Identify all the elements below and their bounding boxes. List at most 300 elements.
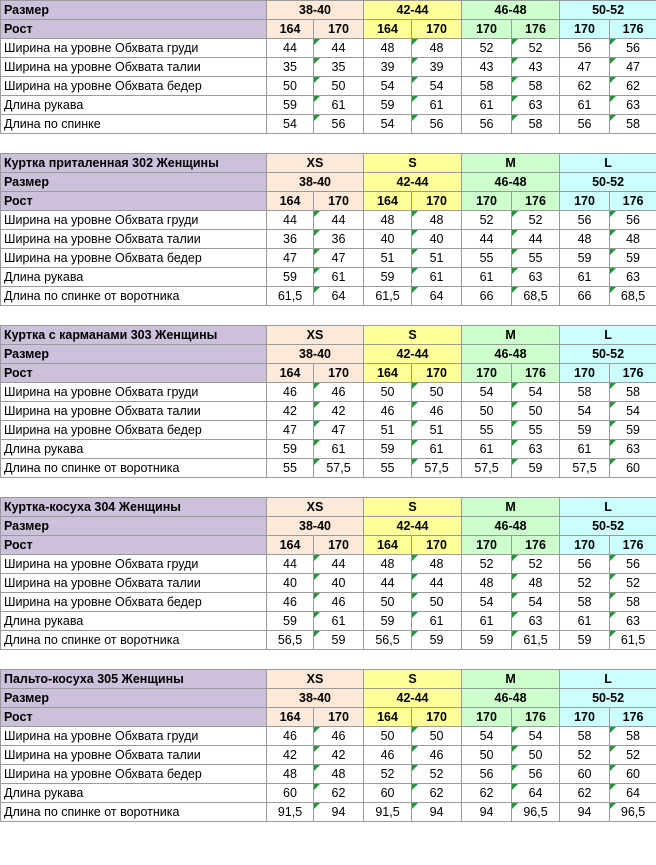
measurement-value[interactable]: 56 [462, 115, 512, 134]
measurement-value[interactable]: 56 [560, 115, 610, 134]
size-range-cell[interactable]: 46-48 [462, 1, 560, 20]
measurement-label[interactable]: Ширина на уровне Обхвата талии [1, 574, 267, 593]
measurement-label[interactable]: Длина по спинке от воротника [1, 631, 267, 650]
empty-cell[interactable] [512, 134, 560, 154]
size-range-cell[interactable]: 38-40 [267, 517, 364, 536]
section-title[interactable]: Куртка с карманами 303 Женщины [1, 326, 267, 345]
measurement-value[interactable]: 56,5 [267, 631, 314, 650]
height-cell[interactable]: 170 [314, 536, 364, 555]
height-cell[interactable]: 164 [267, 20, 314, 39]
measurement-label[interactable]: Ширина на уровне Обхвата бедер [1, 77, 267, 96]
height-cell[interactable]: 170 [462, 20, 512, 39]
measurement-value[interactable]: 47 [560, 58, 610, 77]
size-letter-s[interactable]: S [364, 326, 462, 345]
section-title[interactable]: Куртка приталенная 302 Женщины [1, 154, 267, 173]
measurement-value[interactable]: 48 [512, 574, 560, 593]
measurement-value[interactable]: 42 [314, 746, 364, 765]
measurement-value[interactable]: 48 [267, 765, 314, 784]
empty-cell[interactable] [364, 306, 412, 326]
measurement-value[interactable]: 48 [314, 765, 364, 784]
measurement-value[interactable]: 39 [412, 58, 462, 77]
measurement-value[interactable]: 61 [560, 96, 610, 115]
empty-cell[interactable] [610, 306, 656, 326]
measurement-value[interactable]: 48 [364, 39, 412, 58]
measurement-value[interactable]: 55 [462, 421, 512, 440]
height-cell[interactable]: 170 [412, 708, 462, 727]
height-cell[interactable]: 164 [267, 708, 314, 727]
measurement-value[interactable]: 54 [364, 77, 412, 96]
height-cell[interactable]: 176 [512, 536, 560, 555]
empty-cell[interactable] [1, 650, 267, 670]
measurement-value[interactable]: 94 [560, 803, 610, 822]
empty-cell[interactable] [560, 134, 610, 154]
empty-cell[interactable] [512, 306, 560, 326]
measurement-value[interactable]: 59 [267, 440, 314, 459]
measurement-value[interactable]: 56 [560, 211, 610, 230]
measurement-value[interactable]: 94 [412, 803, 462, 822]
measurement-value[interactable]: 58 [512, 77, 560, 96]
size-letter-s[interactable]: S [364, 154, 462, 173]
measurement-value[interactable]: 60 [364, 784, 412, 803]
size-letter-xs[interactable]: XS [267, 670, 364, 689]
measurement-value[interactable]: 91,5 [364, 803, 412, 822]
measurement-value[interactable]: 61 [314, 440, 364, 459]
measurement-value[interactable]: 60 [560, 765, 610, 784]
empty-cell[interactable] [314, 134, 364, 154]
size-letter-m[interactable]: M [462, 154, 560, 173]
measurement-value[interactable]: 61 [412, 612, 462, 631]
height-cell[interactable]: 170 [462, 364, 512, 383]
empty-cell[interactable] [560, 478, 610, 498]
measurement-value[interactable]: 59 [267, 268, 314, 287]
empty-cell[interactable] [364, 650, 412, 670]
measurement-value[interactable]: 59 [512, 459, 560, 478]
size-range-cell[interactable]: 38-40 [267, 1, 364, 20]
size-range-cell[interactable]: 50-52 [560, 345, 656, 364]
measurement-value[interactable]: 50 [364, 383, 412, 402]
size-letter-xs[interactable]: XS [267, 498, 364, 517]
size-range-cell[interactable]: 42-44 [364, 517, 462, 536]
measurement-value[interactable]: 91,5 [267, 803, 314, 822]
measurement-value[interactable]: 50 [512, 402, 560, 421]
measurement-value[interactable]: 96,5 [610, 803, 656, 822]
measurement-value[interactable]: 56 [512, 765, 560, 784]
measurement-label[interactable]: Длина рукава [1, 612, 267, 631]
measurement-value[interactable]: 51 [364, 421, 412, 440]
measurement-value[interactable]: 56 [560, 555, 610, 574]
measurement-value[interactable]: 61 [314, 96, 364, 115]
measurement-value[interactable]: 46 [267, 593, 314, 612]
measurement-value[interactable]: 42 [267, 746, 314, 765]
measurement-label[interactable]: Ширина на уровне Обхвата бедер [1, 249, 267, 268]
measurement-value[interactable]: 54 [610, 402, 656, 421]
height-cell[interactable]: 164 [267, 192, 314, 211]
measurement-value[interactable]: 62 [560, 77, 610, 96]
size-label[interactable]: Размер [1, 345, 267, 364]
measurement-value[interactable]: 52 [560, 574, 610, 593]
measurement-value[interactable]: 54 [267, 115, 314, 134]
measurement-label[interactable]: Ширина на уровне Обхвата груди [1, 555, 267, 574]
height-label[interactable]: Рост [1, 364, 267, 383]
empty-cell[interactable] [412, 306, 462, 326]
height-cell[interactable]: 170 [462, 708, 512, 727]
size-range-cell[interactable]: 50-52 [560, 173, 656, 192]
height-cell[interactable]: 170 [412, 364, 462, 383]
measurement-value[interactable]: 63 [512, 440, 560, 459]
measurement-value[interactable]: 52 [610, 746, 656, 765]
size-range-cell[interactable]: 46-48 [462, 173, 560, 192]
measurement-value[interactable]: 47 [314, 421, 364, 440]
measurement-value[interactable]: 52 [462, 555, 512, 574]
size-range-cell[interactable]: 50-52 [560, 517, 656, 536]
measurement-label[interactable]: Длина рукава [1, 784, 267, 803]
height-cell[interactable]: 170 [560, 708, 610, 727]
measurement-value[interactable]: 96,5 [512, 803, 560, 822]
measurement-value[interactable]: 54 [462, 383, 512, 402]
measurement-value[interactable]: 59 [364, 612, 412, 631]
size-letter-m[interactable]: M [462, 326, 560, 345]
measurement-value[interactable]: 44 [412, 574, 462, 593]
measurement-value[interactable]: 44 [462, 230, 512, 249]
measurement-value[interactable]: 60 [610, 459, 656, 478]
measurement-value[interactable]: 61,5 [610, 631, 656, 650]
height-cell[interactable]: 164 [364, 364, 412, 383]
height-cell[interactable]: 170 [560, 364, 610, 383]
section-title[interactable]: Пальто-косуха 305 Женщины [1, 670, 267, 689]
measurement-value[interactable]: 57,5 [314, 459, 364, 478]
measurement-value[interactable]: 63 [512, 612, 560, 631]
measurement-value[interactable]: 62 [412, 784, 462, 803]
measurement-value[interactable]: 54 [364, 115, 412, 134]
empty-cell[interactable] [462, 478, 512, 498]
measurement-value[interactable]: 56 [462, 765, 512, 784]
measurement-value[interactable]: 50 [267, 77, 314, 96]
measurement-value[interactable]: 57,5 [462, 459, 512, 478]
measurement-value[interactable]: 48 [412, 555, 462, 574]
measurement-value[interactable]: 52 [462, 39, 512, 58]
measurement-value[interactable]: 50 [364, 593, 412, 612]
measurement-value[interactable]: 62 [610, 77, 656, 96]
size-range-cell[interactable]: 38-40 [267, 689, 364, 708]
measurement-value[interactable]: 52 [412, 765, 462, 784]
height-cell[interactable]: 164 [267, 536, 314, 555]
measurement-value[interactable]: 55 [267, 459, 314, 478]
empty-cell[interactable] [314, 306, 364, 326]
height-cell[interactable]: 176 [512, 708, 560, 727]
measurement-value[interactable]: 52 [364, 765, 412, 784]
measurement-value[interactable]: 47 [314, 249, 364, 268]
size-letter-l[interactable]: L [560, 326, 656, 345]
measurement-label[interactable]: Ширина на уровне Обхвата груди [1, 39, 267, 58]
measurement-value[interactable]: 40 [364, 230, 412, 249]
height-cell[interactable]: 170 [314, 364, 364, 383]
empty-cell[interactable] [364, 478, 412, 498]
measurement-label[interactable]: Длина по спинке [1, 115, 267, 134]
measurement-value[interactable]: 59 [610, 421, 656, 440]
empty-cell[interactable] [512, 650, 560, 670]
measurement-value[interactable]: 54 [512, 383, 560, 402]
measurement-value[interactable]: 60 [610, 765, 656, 784]
measurement-value[interactable]: 58 [462, 77, 512, 96]
measurement-value[interactable]: 54 [512, 727, 560, 746]
measurement-value[interactable]: 58 [560, 593, 610, 612]
size-label[interactable]: Размер [1, 173, 267, 192]
height-cell[interactable]: 170 [314, 708, 364, 727]
empty-cell[interactable] [1, 306, 267, 326]
size-letter-l[interactable]: L [560, 154, 656, 173]
measurement-value[interactable]: 57,5 [412, 459, 462, 478]
measurement-value[interactable]: 51 [412, 421, 462, 440]
measurement-value[interactable]: 56,5 [364, 631, 412, 650]
measurement-value[interactable]: 52 [462, 211, 512, 230]
measurement-value[interactable]: 50 [314, 77, 364, 96]
empty-cell[interactable] [267, 650, 314, 670]
height-label[interactable]: Рост [1, 20, 267, 39]
measurement-value[interactable]: 36 [314, 230, 364, 249]
measurement-value[interactable]: 55 [512, 421, 560, 440]
measurement-label[interactable]: Ширина на уровне Обхвата бедер [1, 765, 267, 784]
measurement-label[interactable]: Длина рукава [1, 96, 267, 115]
measurement-value[interactable]: 44 [512, 230, 560, 249]
measurement-value[interactable]: 46 [267, 727, 314, 746]
measurement-value[interactable]: 61,5 [512, 631, 560, 650]
measurement-value[interactable]: 61 [462, 96, 512, 115]
measurement-value[interactable]: 44 [314, 211, 364, 230]
measurement-value[interactable]: 46 [314, 383, 364, 402]
measurement-value[interactable]: 55 [364, 459, 412, 478]
measurement-label[interactable]: Ширина на уровне Обхвата талии [1, 746, 267, 765]
empty-cell[interactable] [610, 478, 656, 498]
measurement-value[interactable]: 40 [412, 230, 462, 249]
height-cell[interactable]: 170 [462, 536, 512, 555]
measurement-value[interactable]: 61 [314, 612, 364, 631]
empty-cell[interactable] [462, 306, 512, 326]
measurement-value[interactable]: 54 [412, 77, 462, 96]
measurement-value[interactable]: 52 [512, 211, 560, 230]
empty-cell[interactable] [412, 650, 462, 670]
measurement-label[interactable]: Длина по спинке от воротника [1, 803, 267, 822]
size-letter-s[interactable]: S [364, 498, 462, 517]
measurement-value[interactable]: 59 [560, 421, 610, 440]
measurement-value[interactable]: 59 [364, 96, 412, 115]
measurement-label[interactable]: Ширина на уровне Обхвата бедер [1, 593, 267, 612]
measurement-value[interactable]: 64 [512, 784, 560, 803]
measurement-value[interactable]: 56 [412, 115, 462, 134]
measurement-value[interactable]: 36 [267, 230, 314, 249]
measurement-value[interactable]: 66 [560, 287, 610, 306]
height-cell[interactable]: 176 [610, 192, 656, 211]
measurement-value[interactable]: 94 [462, 803, 512, 822]
empty-cell[interactable] [1, 134, 267, 154]
measurement-label[interactable]: Длина по спинке от воротника [1, 287, 267, 306]
size-range-cell[interactable]: 46-48 [462, 345, 560, 364]
measurement-label[interactable]: Ширина на уровне Обхвата талии [1, 402, 267, 421]
measurement-value[interactable]: 46 [364, 402, 412, 421]
measurement-value[interactable]: 58 [560, 727, 610, 746]
measurement-value[interactable]: 40 [314, 574, 364, 593]
measurement-value[interactable]: 54 [560, 402, 610, 421]
size-label[interactable]: Размер [1, 1, 267, 20]
measurement-value[interactable]: 58 [560, 383, 610, 402]
size-range-cell[interactable]: 46-48 [462, 517, 560, 536]
size-range-cell[interactable]: 46-48 [462, 689, 560, 708]
measurement-value[interactable]: 43 [512, 58, 560, 77]
measurement-value[interactable]: 43 [462, 58, 512, 77]
size-range-cell[interactable]: 42-44 [364, 173, 462, 192]
empty-cell[interactable] [314, 650, 364, 670]
empty-cell[interactable] [610, 650, 656, 670]
measurement-value[interactable]: 59 [560, 631, 610, 650]
size-letter-l[interactable]: L [560, 498, 656, 517]
empty-cell[interactable] [412, 478, 462, 498]
empty-cell[interactable] [462, 134, 512, 154]
measurement-value[interactable]: 50 [364, 727, 412, 746]
size-range-cell[interactable]: 50-52 [560, 689, 656, 708]
measurement-value[interactable]: 61 [314, 268, 364, 287]
measurement-value[interactable]: 59 [610, 249, 656, 268]
size-label[interactable]: Размер [1, 517, 267, 536]
measurement-value[interactable]: 61,5 [267, 287, 314, 306]
measurement-value[interactable]: 39 [364, 58, 412, 77]
measurement-value[interactable]: 47 [267, 421, 314, 440]
measurement-value[interactable]: 50 [412, 727, 462, 746]
measurement-value[interactable]: 46 [314, 727, 364, 746]
measurement-value[interactable]: 64 [314, 287, 364, 306]
measurement-value[interactable]: 50 [462, 402, 512, 421]
height-cell[interactable]: 170 [412, 192, 462, 211]
height-cell[interactable]: 176 [512, 20, 560, 39]
size-letter-m[interactable]: M [462, 498, 560, 517]
measurement-value[interactable]: 46 [267, 383, 314, 402]
measurement-value[interactable]: 48 [364, 555, 412, 574]
measurement-value[interactable]: 52 [512, 39, 560, 58]
measurement-value[interactable]: 52 [560, 746, 610, 765]
empty-cell[interactable] [267, 478, 314, 498]
size-range-cell[interactable]: 42-44 [364, 345, 462, 364]
measurement-value[interactable]: 35 [314, 58, 364, 77]
measurement-value[interactable]: 61 [462, 268, 512, 287]
height-label[interactable]: Рост [1, 536, 267, 555]
measurement-label[interactable]: Ширина на уровне Обхвата талии [1, 58, 267, 77]
measurement-value[interactable]: 61 [560, 268, 610, 287]
measurement-value[interactable]: 44 [267, 211, 314, 230]
measurement-value[interactable]: 56 [610, 39, 656, 58]
measurement-value[interactable]: 55 [512, 249, 560, 268]
measurement-value[interactable]: 59 [364, 268, 412, 287]
height-cell[interactable]: 176 [610, 20, 656, 39]
measurement-value[interactable]: 94 [314, 803, 364, 822]
empty-cell[interactable] [560, 650, 610, 670]
size-range-cell[interactable]: 42-44 [364, 1, 462, 20]
height-cell[interactable]: 176 [610, 708, 656, 727]
measurement-value[interactable]: 63 [610, 440, 656, 459]
height-cell[interactable]: 176 [512, 364, 560, 383]
measurement-value[interactable]: 64 [412, 287, 462, 306]
measurement-value[interactable]: 63 [512, 268, 560, 287]
measurement-value[interactable]: 48 [364, 211, 412, 230]
measurement-value[interactable]: 42 [267, 402, 314, 421]
measurement-value[interactable]: 56 [314, 115, 364, 134]
size-label[interactable]: Размер [1, 689, 267, 708]
measurement-value[interactable]: 57,5 [560, 459, 610, 478]
measurement-label[interactable]: Длина рукава [1, 440, 267, 459]
measurement-value[interactable]: 61 [412, 440, 462, 459]
measurement-value[interactable]: 58 [610, 727, 656, 746]
measurement-value[interactable]: 48 [462, 574, 512, 593]
measurement-label[interactable]: Ширина на уровне Обхвата груди [1, 211, 267, 230]
measurement-label[interactable]: Ширина на уровне Обхвата бедер [1, 421, 267, 440]
measurement-value[interactable]: 51 [364, 249, 412, 268]
measurement-value[interactable]: 46 [412, 746, 462, 765]
measurement-value[interactable]: 52 [610, 574, 656, 593]
measurement-value[interactable]: 59 [314, 631, 364, 650]
size-range-cell[interactable]: 38-40 [267, 345, 364, 364]
empty-cell[interactable] [1, 478, 267, 498]
measurement-value[interactable]: 59 [560, 249, 610, 268]
size-letter-m[interactable]: M [462, 670, 560, 689]
measurement-value[interactable]: 63 [512, 96, 560, 115]
measurement-value[interactable]: 52 [512, 555, 560, 574]
measurement-value[interactable]: 48 [412, 211, 462, 230]
measurement-label[interactable]: Длина рукава [1, 268, 267, 287]
height-cell[interactable]: 164 [364, 536, 412, 555]
measurement-value[interactable]: 44 [267, 39, 314, 58]
measurement-value[interactable]: 61,5 [364, 287, 412, 306]
measurement-value[interactable]: 50 [512, 746, 560, 765]
measurement-value[interactable]: 46 [412, 402, 462, 421]
empty-cell[interactable] [610, 134, 656, 154]
measurement-value[interactable]: 61 [462, 612, 512, 631]
measurement-value[interactable]: 63 [610, 268, 656, 287]
height-label[interactable]: Рост [1, 192, 267, 211]
size-range-cell[interactable]: 38-40 [267, 173, 364, 192]
measurement-value[interactable]: 50 [412, 593, 462, 612]
measurement-value[interactable]: 44 [267, 555, 314, 574]
measurement-value[interactable]: 59 [412, 631, 462, 650]
measurement-value[interactable]: 56 [560, 39, 610, 58]
height-cell[interactable]: 170 [560, 20, 610, 39]
height-cell[interactable]: 170 [560, 192, 610, 211]
measurement-value[interactable]: 61 [560, 612, 610, 631]
empty-cell[interactable] [267, 134, 314, 154]
size-letter-xs[interactable]: XS [267, 154, 364, 173]
measurement-value[interactable]: 63 [610, 612, 656, 631]
measurement-value[interactable]: 56 [610, 555, 656, 574]
measurement-value[interactable]: 58 [610, 593, 656, 612]
measurement-value[interactable]: 59 [267, 612, 314, 631]
section-title[interactable]: Куртка-косуха 304 Женщины [1, 498, 267, 517]
measurement-label[interactable]: Ширина на уровне Обхвата груди [1, 727, 267, 746]
measurement-value[interactable]: 42 [314, 402, 364, 421]
measurement-value[interactable]: 55 [462, 249, 512, 268]
measurement-value[interactable]: 64 [610, 784, 656, 803]
measurement-value[interactable]: 47 [610, 58, 656, 77]
measurement-value[interactable]: 59 [267, 96, 314, 115]
measurement-value[interactable]: 61 [560, 440, 610, 459]
measurement-value[interactable]: 54 [512, 593, 560, 612]
measurement-value[interactable]: 62 [462, 784, 512, 803]
empty-cell[interactable] [462, 650, 512, 670]
height-cell[interactable]: 170 [412, 536, 462, 555]
height-cell[interactable]: 170 [560, 536, 610, 555]
size-letter-l[interactable]: L [560, 670, 656, 689]
measurement-value[interactable]: 44 [314, 39, 364, 58]
empty-cell[interactable] [267, 306, 314, 326]
height-cell[interactable]: 176 [610, 536, 656, 555]
height-cell[interactable]: 176 [512, 192, 560, 211]
height-cell[interactable]: 164 [364, 192, 412, 211]
height-cell[interactable]: 164 [267, 364, 314, 383]
